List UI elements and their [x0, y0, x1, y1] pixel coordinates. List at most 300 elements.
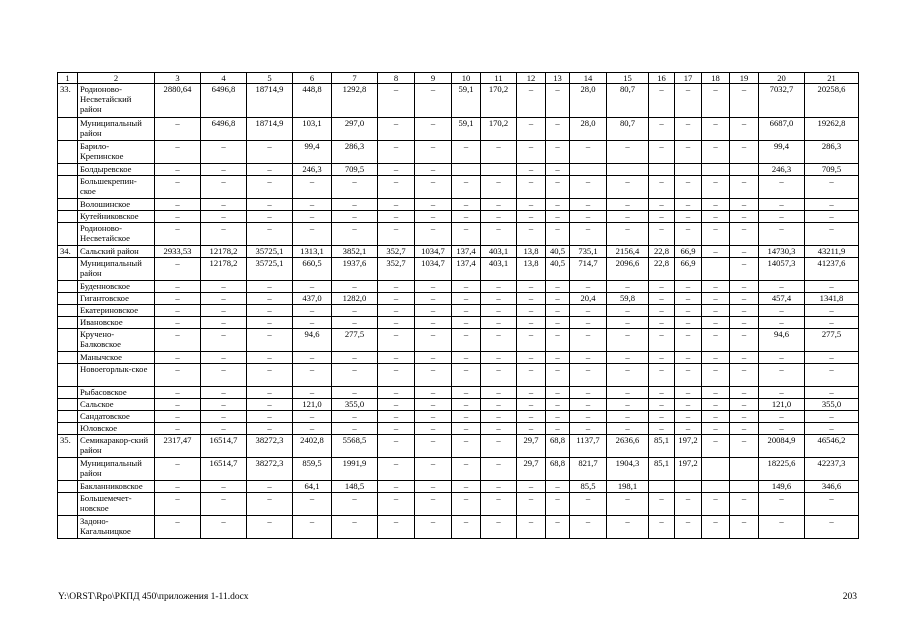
- table-cell: –: [730, 211, 759, 223]
- table-cell: –: [649, 84, 675, 118]
- table-cell: –: [702, 516, 730, 539]
- table-cell: –: [517, 164, 546, 176]
- table-cell: –: [481, 399, 517, 411]
- table-cell: –: [155, 317, 201, 329]
- table-row: [58, 423, 859, 435]
- table-cell: –: [293, 423, 332, 435]
- table-cell: –: [378, 305, 415, 317]
- row-name: Бакланниковское: [78, 481, 155, 493]
- table-cell: –: [378, 164, 415, 176]
- table-cell: –: [570, 516, 607, 539]
- table-cell: –: [702, 435, 730, 458]
- table-cell: –: [702, 246, 730, 258]
- table-cell: –: [378, 176, 415, 199]
- table-cell: –: [730, 493, 759, 516]
- table-cell: 68,8: [546, 435, 570, 458]
- column-number: 19: [730, 73, 759, 84]
- table-cell: –: [702, 317, 730, 329]
- table-cell: –: [452, 211, 481, 223]
- table-cell: –: [730, 118, 759, 141]
- table-cell: –: [730, 176, 759, 199]
- table-cell: –: [675, 141, 702, 164]
- table-cell: –: [201, 411, 247, 423]
- table-cell: –: [570, 141, 607, 164]
- table-cell: –: [415, 411, 452, 423]
- table-cell: –: [481, 493, 517, 516]
- table-cell: 277,5: [805, 329, 859, 352]
- table-cell: –: [702, 141, 730, 164]
- table-cell: 29,7: [517, 435, 546, 458]
- table-cell: –: [675, 352, 702, 364]
- table-cell: –: [452, 481, 481, 493]
- table-cell: 735,1: [570, 246, 607, 258]
- table-cell: –: [378, 118, 415, 141]
- table-cell: –: [805, 176, 859, 199]
- table-cell: –: [805, 423, 859, 435]
- table-cell: –: [730, 305, 759, 317]
- row-index: 34.: [58, 246, 78, 258]
- table-cell: 13,8: [517, 246, 546, 258]
- table-cell: –: [378, 458, 415, 481]
- table-cell: –: [730, 246, 759, 258]
- table-cell: 709,5: [805, 164, 859, 176]
- row-name: Муниципальный район: [78, 458, 155, 481]
- table-cell: –: [378, 211, 415, 223]
- table-cell: –: [155, 141, 201, 164]
- table-cell: –: [332, 352, 378, 364]
- table-cell: –: [155, 164, 201, 176]
- row-name: Задоно-Кагальницкое: [78, 516, 155, 539]
- table-cell: –: [247, 364, 293, 387]
- table-cell: 6687,0: [759, 118, 805, 141]
- table-cell: –: [675, 305, 702, 317]
- row-name: Большекрепин-ское: [78, 176, 155, 199]
- table-cell: 28,0: [570, 118, 607, 141]
- row-index: [58, 329, 78, 352]
- table-row: [58, 493, 859, 516]
- table-cell: 352,7: [378, 246, 415, 258]
- table-cell: –: [452, 317, 481, 329]
- table-cell: –: [517, 329, 546, 352]
- table-cell: –: [452, 364, 481, 387]
- table-cell: –: [702, 293, 730, 305]
- table-cell: [481, 164, 517, 176]
- table-cell: 1341,8: [805, 293, 859, 305]
- table-cell: 38272,3: [247, 458, 293, 481]
- table-row: [58, 399, 859, 411]
- table-cell: –: [607, 317, 649, 329]
- table-cell: –: [546, 211, 570, 223]
- table-cell: –: [805, 211, 859, 223]
- table-cell: –: [675, 387, 702, 399]
- row-name: Волошинское: [78, 199, 155, 211]
- table-cell: –: [607, 329, 649, 352]
- table-cell: –: [378, 516, 415, 539]
- table-cell: –: [378, 435, 415, 458]
- table-cell: –: [546, 317, 570, 329]
- table-cell: –: [415, 141, 452, 164]
- table-cell: –: [155, 199, 201, 211]
- table-cell: –: [155, 281, 201, 293]
- table-cell: –: [332, 305, 378, 317]
- table-cell: –: [675, 329, 702, 352]
- table-cell: –: [378, 352, 415, 364]
- table-cell: –: [415, 493, 452, 516]
- table-cell: 46546,2: [805, 435, 859, 458]
- table-cell: –: [730, 435, 759, 458]
- table-cell: –: [481, 281, 517, 293]
- table-cell: –: [730, 364, 759, 387]
- table-cell: 64,1: [293, 481, 332, 493]
- table-cell: –: [759, 423, 805, 435]
- table-cell: –: [517, 199, 546, 211]
- table-row: [58, 305, 859, 317]
- table-cell: –: [805, 223, 859, 246]
- row-index: [58, 199, 78, 211]
- table-cell: –: [675, 317, 702, 329]
- table-cell: –: [201, 199, 247, 211]
- table-cell: –: [675, 364, 702, 387]
- table-cell: –: [649, 118, 675, 141]
- table-cell: –: [293, 317, 332, 329]
- column-number: 20: [759, 73, 805, 84]
- table-cell: –: [805, 516, 859, 539]
- table-cell: 286,3: [805, 141, 859, 164]
- row-name: Барило-Крепинское: [78, 141, 155, 164]
- table-cell: –: [452, 387, 481, 399]
- table-cell: –: [702, 387, 730, 399]
- table-cell: –: [415, 211, 452, 223]
- table-cell: –: [570, 423, 607, 435]
- table-cell: –: [201, 352, 247, 364]
- table-cell: [649, 481, 675, 493]
- table-row: [58, 352, 859, 364]
- table-cell: [649, 164, 675, 176]
- table-cell: 1292,8: [332, 84, 378, 118]
- table-cell: –: [546, 199, 570, 211]
- table-cell: –: [293, 411, 332, 423]
- table-cell: –: [649, 399, 675, 411]
- table-cell: –: [730, 399, 759, 411]
- table-cell: –: [452, 305, 481, 317]
- table-cell: –: [570, 317, 607, 329]
- table-cell: 85,1: [649, 435, 675, 458]
- table-cell: 20,4: [570, 293, 607, 305]
- table-cell: –: [155, 176, 201, 199]
- table-cell: –: [293, 199, 332, 211]
- table-cell: 40,5: [546, 246, 570, 258]
- table-cell: –: [675, 281, 702, 293]
- table-cell: –: [702, 411, 730, 423]
- table-cell: –: [201, 493, 247, 516]
- table-cell: –: [247, 329, 293, 352]
- table-cell: –: [247, 317, 293, 329]
- table-cell: –: [332, 281, 378, 293]
- row-index: 33.: [58, 84, 78, 118]
- table-cell: 137,4: [452, 246, 481, 258]
- table-cell: –: [570, 364, 607, 387]
- table-cell: –: [546, 516, 570, 539]
- table-cell: –: [702, 399, 730, 411]
- table-cell: –: [730, 317, 759, 329]
- table-cell: –: [247, 223, 293, 246]
- table-cell: 13,8: [517, 258, 546, 281]
- table-cell: 277,5: [332, 329, 378, 352]
- column-number: 5: [247, 73, 293, 84]
- table-cell: –: [415, 458, 452, 481]
- row-name: Гигантовское: [78, 293, 155, 305]
- table-cell: –: [201, 481, 247, 493]
- row-name: Муниципальный район: [78, 118, 155, 141]
- table-cell: 198,1: [607, 481, 649, 493]
- table-cell: –: [378, 317, 415, 329]
- row-name: Родионово-Несветайский район: [78, 84, 155, 118]
- table-cell: –: [201, 399, 247, 411]
- table-cell: –: [759, 317, 805, 329]
- table-cell: –: [332, 493, 378, 516]
- table-cell: 94,6: [759, 329, 805, 352]
- table-cell: –: [378, 293, 415, 305]
- table-row: [58, 387, 859, 399]
- table-cell: 1034,7: [415, 246, 452, 258]
- table-cell: 20084,9: [759, 435, 805, 458]
- table-cell: –: [378, 84, 415, 118]
- table-cell: –: [730, 199, 759, 211]
- table-cell: 59,8: [607, 293, 649, 305]
- table-cell: –: [293, 305, 332, 317]
- table-cell: –: [201, 293, 247, 305]
- table-cell: –: [201, 141, 247, 164]
- row-index: [58, 423, 78, 435]
- table-cell: 85,1: [649, 458, 675, 481]
- column-number: 8: [378, 73, 415, 84]
- table-cell: [675, 164, 702, 176]
- row-name: Ивановское: [78, 317, 155, 329]
- table-cell: –: [546, 399, 570, 411]
- table-cell: –: [607, 387, 649, 399]
- column-number: 17: [675, 73, 702, 84]
- table-cell: –: [155, 423, 201, 435]
- table-cell: –: [759, 364, 805, 387]
- table-cell: –: [452, 281, 481, 293]
- file-path: Y:\ORST\Rpo\РКПД 450\приложения 1-11.docx: [58, 592, 249, 602]
- table-cell: 821,7: [570, 458, 607, 481]
- table-cell: [675, 481, 702, 493]
- table-cell: –: [247, 305, 293, 317]
- table-cell: –: [759, 223, 805, 246]
- table-cell: –: [155, 118, 201, 141]
- table-cell: 403,1: [481, 246, 517, 258]
- table-cell: –: [649, 411, 675, 423]
- row-name: Сальское: [78, 399, 155, 411]
- row-index: [58, 223, 78, 246]
- table-cell: –: [649, 516, 675, 539]
- table-cell: –: [201, 176, 247, 199]
- table-cell: –: [247, 423, 293, 435]
- row-index: [58, 364, 78, 387]
- table-cell: –: [607, 281, 649, 293]
- row-name: Сандатовское: [78, 411, 155, 423]
- table-cell: 2096,6: [607, 258, 649, 281]
- table-cell: 85,5: [570, 481, 607, 493]
- table-cell: –: [481, 516, 517, 539]
- table-cell: 170,2: [481, 84, 517, 118]
- table-cell: –: [702, 364, 730, 387]
- table-cell: –: [415, 84, 452, 118]
- table-cell: –: [155, 305, 201, 317]
- table-row: [58, 164, 859, 176]
- table-cell: 6496,8: [201, 84, 247, 118]
- table-cell: –: [247, 411, 293, 423]
- table-cell: –: [201, 281, 247, 293]
- table-cell: 28,0: [570, 84, 607, 118]
- table-cell: 1137,7: [570, 435, 607, 458]
- table-cell: –: [481, 305, 517, 317]
- table-cell: –: [517, 223, 546, 246]
- row-index: [58, 211, 78, 223]
- table-cell: –: [481, 352, 517, 364]
- column-number: 1: [58, 73, 78, 84]
- table-cell: –: [759, 516, 805, 539]
- table-cell: –: [805, 281, 859, 293]
- table-row: [58, 516, 859, 539]
- table-cell: –: [675, 84, 702, 118]
- table-cell: –: [675, 176, 702, 199]
- table-cell: 149,6: [759, 481, 805, 493]
- table-cell: –: [332, 223, 378, 246]
- table-cell: 18714,9: [247, 118, 293, 141]
- table-cell: –: [570, 493, 607, 516]
- table-cell: 14730,3: [759, 246, 805, 258]
- table-cell: [702, 258, 730, 281]
- table-cell: –: [155, 258, 201, 281]
- table-cell: –: [759, 387, 805, 399]
- row-name: Болдыревское: [78, 164, 155, 176]
- table-cell: –: [247, 481, 293, 493]
- table-cell: [702, 481, 730, 493]
- table-cell: –: [702, 329, 730, 352]
- column-number: 16: [649, 73, 675, 84]
- row-index: [58, 516, 78, 539]
- table-cell: –: [378, 223, 415, 246]
- row-name: Сальский район: [78, 246, 155, 258]
- table-cell: –: [805, 305, 859, 317]
- table-cell: –: [155, 399, 201, 411]
- table-cell: –: [293, 387, 332, 399]
- table-row: [58, 281, 859, 293]
- table-cell: –: [201, 329, 247, 352]
- column-number: 7: [332, 73, 378, 84]
- table-cell: –: [649, 199, 675, 211]
- table-cell: –: [759, 281, 805, 293]
- table-cell: 437,0: [293, 293, 332, 305]
- table-cell: 1904,3: [607, 458, 649, 481]
- table-cell: –: [452, 516, 481, 539]
- table-cell: –: [378, 364, 415, 387]
- table-cell: –: [675, 516, 702, 539]
- table-cell: –: [546, 423, 570, 435]
- table-cell: 448,8: [293, 84, 332, 118]
- table-cell: 286,3: [332, 141, 378, 164]
- table-row: [58, 364, 859, 387]
- table-cell: 66,9: [675, 246, 702, 258]
- table-cell: –: [546, 411, 570, 423]
- table-cell: –: [570, 199, 607, 211]
- table-cell: –: [675, 423, 702, 435]
- table-cell: –: [247, 516, 293, 539]
- row-index: [58, 281, 78, 293]
- table-cell: [702, 164, 730, 176]
- table-cell: –: [546, 493, 570, 516]
- table-cell: –: [293, 176, 332, 199]
- table-cell: –: [517, 118, 546, 141]
- table-cell: –: [201, 211, 247, 223]
- table-cell: 859,5: [293, 458, 332, 481]
- table-cell: –: [759, 411, 805, 423]
- table-cell: –: [517, 411, 546, 423]
- table-cell: –: [570, 281, 607, 293]
- table-cell: 121,0: [293, 399, 332, 411]
- table-cell: –: [155, 481, 201, 493]
- table-cell: –: [702, 423, 730, 435]
- table-cell: –: [607, 223, 649, 246]
- table-cell: –: [415, 399, 452, 411]
- table-cell: –: [452, 141, 481, 164]
- table-cell: 43211,9: [805, 246, 859, 258]
- table-cell: –: [201, 305, 247, 317]
- data-table: [57, 72, 859, 539]
- row-index: [58, 387, 78, 399]
- table-cell: –: [481, 317, 517, 329]
- table-cell: [730, 458, 759, 481]
- table-cell: –: [730, 281, 759, 293]
- table-cell: 29,7: [517, 458, 546, 481]
- table-row: [58, 141, 859, 164]
- table-cell: –: [546, 141, 570, 164]
- table-cell: –: [607, 516, 649, 539]
- table-row: [58, 199, 859, 211]
- table-cell: –: [546, 176, 570, 199]
- table-cell: –: [481, 387, 517, 399]
- table-cell: –: [415, 305, 452, 317]
- row-name: Екатериновское: [78, 305, 155, 317]
- table-cell: –: [607, 141, 649, 164]
- table-row: [58, 458, 859, 481]
- table-cell: –: [415, 352, 452, 364]
- table-cell: –: [546, 281, 570, 293]
- table-cell: –: [415, 118, 452, 141]
- table-cell: –: [675, 199, 702, 211]
- table-cell: –: [546, 305, 570, 317]
- table-row: [58, 118, 859, 141]
- table-cell: 41237,6: [805, 258, 859, 281]
- table-cell: 80,7: [607, 84, 649, 118]
- table-cell: 2317,47: [155, 435, 201, 458]
- table-cell: –: [702, 223, 730, 246]
- table-cell: –: [452, 176, 481, 199]
- table-cell: 18714,9: [247, 84, 293, 118]
- table-cell: 99,4: [759, 141, 805, 164]
- table-cell: 1991,9: [332, 458, 378, 481]
- row-name: Буденновское: [78, 281, 155, 293]
- table-row: [58, 293, 859, 305]
- table-cell: –: [607, 399, 649, 411]
- table-cell: –: [247, 293, 293, 305]
- table-cell: –: [730, 293, 759, 305]
- table-cell: –: [293, 516, 332, 539]
- row-index: 35.: [58, 435, 78, 458]
- table-cell: 22,8: [649, 246, 675, 258]
